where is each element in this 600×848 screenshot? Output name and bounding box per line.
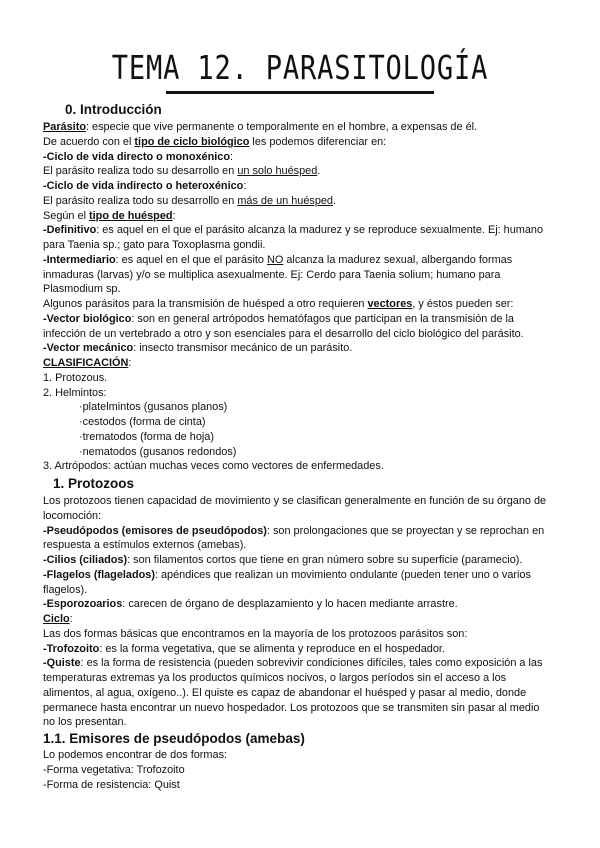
paragraph-line: permanece hasta encontrar un nuevo hospedador. Los protozoos que se transmiten sin pasar al medio [43, 701, 540, 714]
paragraph-line: El parásito realiza todo su desarrollo en un solo huésped. [43, 165, 321, 178]
paragraph-line: Los protozoos tienen capacidad de movimiento y se clasifican generalmente en función de su órgano de [43, 495, 547, 507]
paragraph-line: -Cilios (ciliados): son filamentos cortos que tiene en gran número sobre su superficie (paramecio). [43, 554, 523, 566]
paragraph-line: Según el tipo de huésped: [43, 209, 176, 222]
paragraph-line: infección de un vertebrado a otro y son esenciales para el desarrollo del ciclo biológico del parásito. [43, 327, 524, 340]
paragraph-line: -Vector biológico: son en general artrópodos hematófagos que participan en la transmisión de la [43, 312, 514, 325]
section-heading-introduccion: 0. Introducción [65, 102, 162, 117]
list-item: 3. Artrópodos: actúan muchas veces como vectores de enfermedades. [43, 460, 384, 473]
paragraph-line: locomoción: [43, 509, 102, 522]
paragraph-line: para Taenia sp.; gato para Toxoplasma gondii. [43, 239, 266, 251]
paragraph-line: -Quiste: es la forma de resistencia (pueden sobrevivir condiciones difíciles, tales como exposición a las [43, 657, 543, 670]
paragraph-line: -Forma de resistencia: Quist [43, 778, 180, 791]
paragraph-line: respuesta a estímulos externos (amebas). [43, 539, 247, 552]
paragraph-line: -Flagelos (flagelados): apéndices que realizan un movimiento ondulante (pueden tener uno o varios [43, 568, 531, 581]
paragraph-line: Ciclo: [43, 613, 73, 625]
paragraph-line: flagelos). [43, 583, 88, 596]
paragraph-line: -Intermediario: es aquel en el que el parásito NO alcanza la madurez sexual, albergando formas [43, 253, 513, 266]
paragraph-line: Las dos formas básicas que encontramos en la mayoría de los protozoos parásitos son: [43, 627, 468, 640]
paragraph-line: -Forma vegetativa: Trofozoito [43, 763, 185, 776]
sub-list-item: ·platelmintos (gusanos planos) [79, 401, 228, 414]
paragraph-line: -Trofozoito: es la forma vegetativa, que se alimenta y reproduce en el hospedador. [43, 642, 445, 655]
section-heading-protozoos: 1. Protozoos [53, 476, 135, 491]
paragraph-line: CLASIFICACIÓN: [43, 357, 132, 369]
title-underline [166, 91, 434, 94]
paragraph-line: -Ciclo de vida directo o monoxénico: [43, 150, 234, 163]
paragraph-line: -Esporozoarios: carecen de órgano de desplazamiento y lo hacen mediante arrastre. [43, 598, 458, 611]
list-item: 2. Helmintos: [43, 386, 107, 399]
paragraph-line: -Ciclo de vida indirecto o heteroxénico: [43, 180, 247, 192]
page-title: TEMA 12. PARASITOLOGÍA [111, 48, 489, 87]
sub-list-item: ·nematodos (gusanos redondos) [79, 445, 237, 458]
paragraph-line: -Vector mecánico: insecto transmisor mecánico de un parásito. [43, 342, 353, 355]
paragraph-line: Plasmodium sp. [43, 283, 121, 296]
paragraph-line: no los presentan. [43, 716, 127, 729]
sub-list-item: ·cestodos (forma de cinta) [79, 416, 206, 428]
list-item: 1. Protozous. [43, 371, 108, 384]
sub-list-item: ·trematodos (forma de hoja) [79, 430, 214, 443]
paragraph-line: Lo podemos encontrar de dos formas: [43, 749, 228, 761]
paragraph-line: El parásito realiza todo su desarrollo en más de un huésped. [43, 194, 337, 207]
paragraph-line: De acuerdo con el tipo de ciclo biológico les podemos diferenciar en: [43, 135, 387, 148]
paragraph-line: Parásito: especie que vive permanente o temporalmente en el hombre, a expensas de él. [43, 121, 478, 133]
paragraph-line: Algunos parásitos para la transmisión de huésped a otro requieren vectores, y éstos pueden ser: [43, 298, 514, 310]
paragraph-line: inmaduras (larvas) y/o se multiplica asexualmente. Ej: Cerdo para Taenia solium; humano para [43, 268, 501, 281]
paragraph-line: temperaturas extremas ya los productos químicos nocivos, o largos períodos sin el acceso a los [43, 672, 507, 684]
paragraph-line: -Pseudópodos (emisores de pseudópodos): son prolongaciones que se proyectan y se reprochan en [43, 524, 545, 537]
paragraph-line: alimentos, al agua, oxígeno..). El quiste es capaz de abandonar el huésped y pasar al medio, donde [43, 686, 527, 699]
subsection-heading-amebas: 1.1. Emisores de pseudópodos (amebas) [43, 731, 305, 746]
document-body [43, 101, 563, 792]
paragraph-line: -Definitivo: es aquel en el que el parásito alcanza la madurez y se reproduce sexualmente. Ej: humano [43, 224, 544, 237]
